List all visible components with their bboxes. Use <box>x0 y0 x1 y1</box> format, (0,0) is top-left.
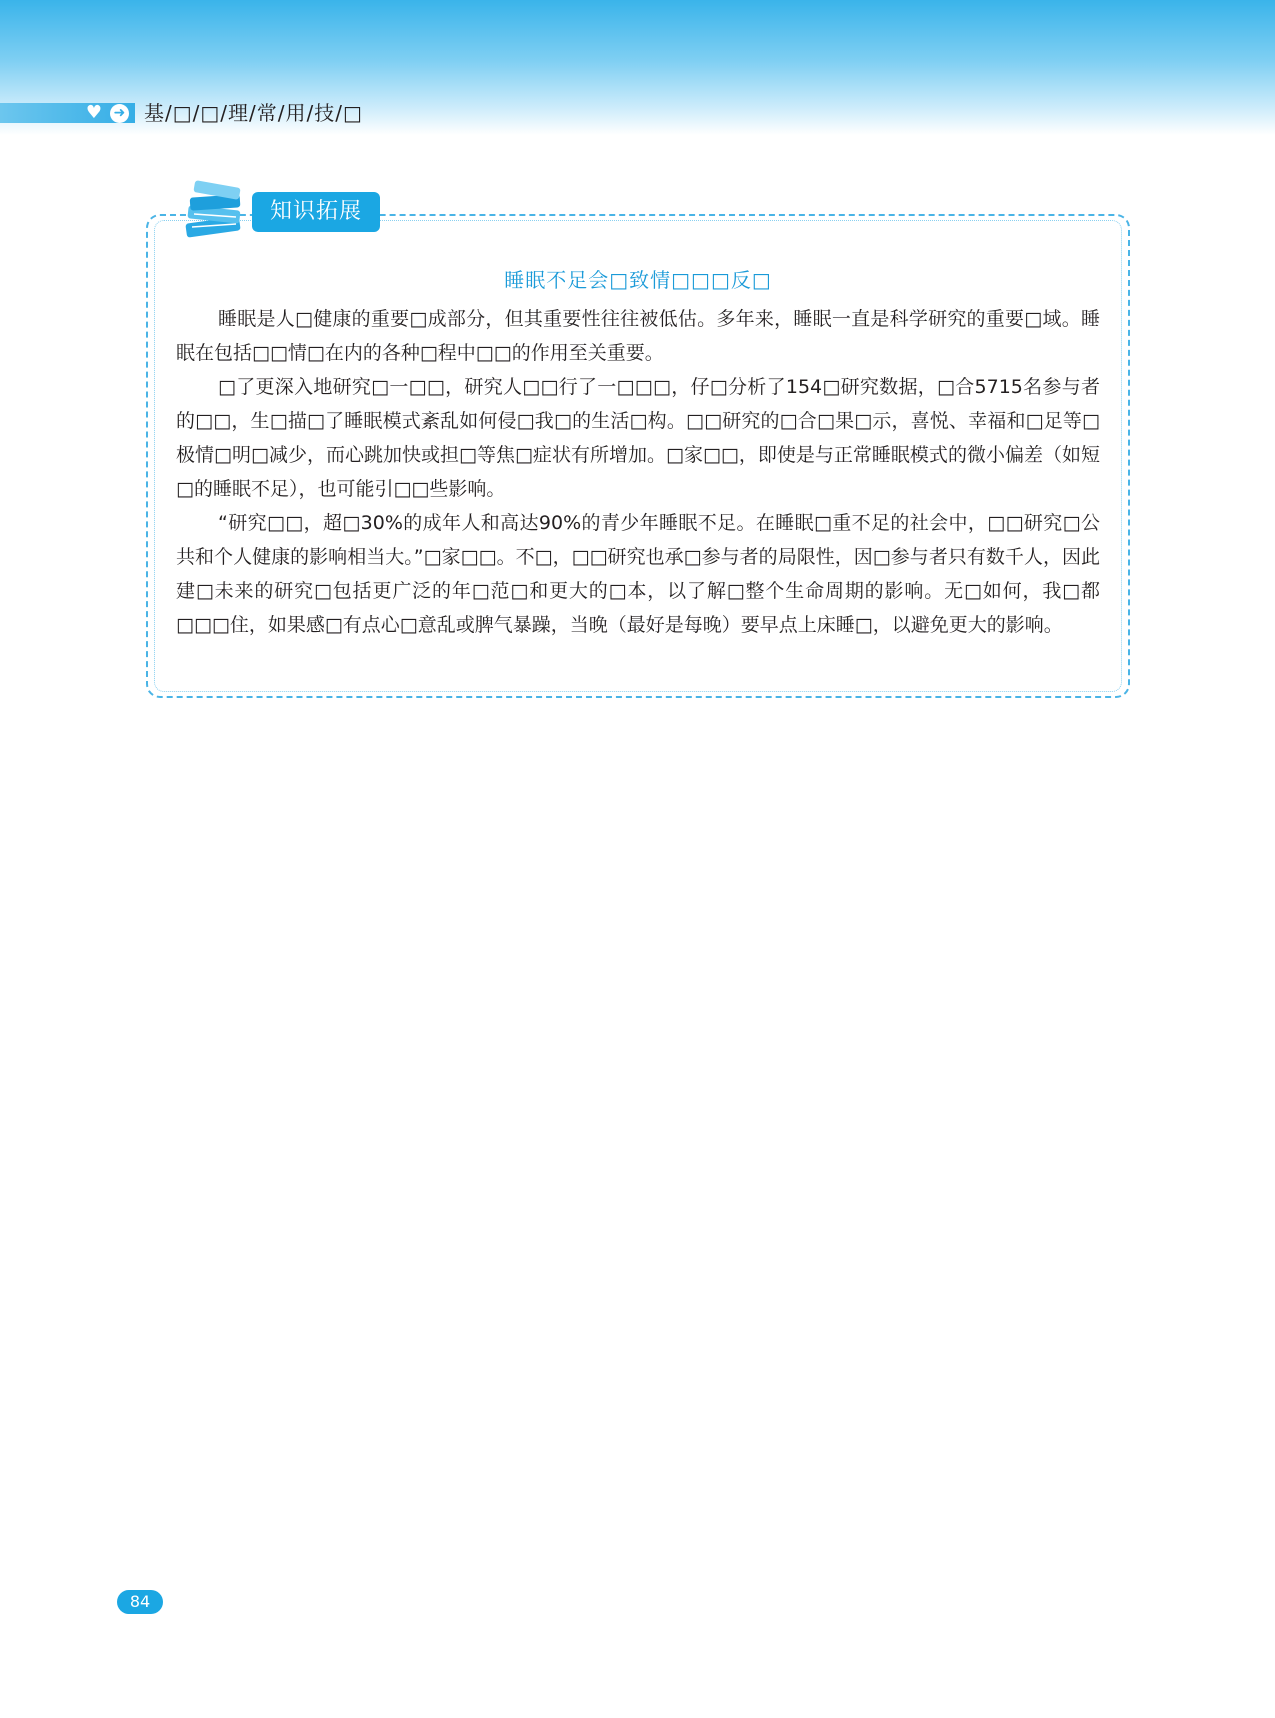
paragraph-3: “研究□□，超□30%的成年人和高达90%的青少年睡眠不足。在睡眠□重不足的社会中，□□研究□公共和个人健康的影响相当大。”□家□□。不□，□□研究也承□参与者的局限性，因□参与者只有数千人，因此建□未来的研究□包括更广泛的年□范□和更大的□本，以了解□整个生命周期的影响。无□如何，我□都□□□住，如果感□有点心□意乱或脾气暴躁，当晚（最好是每晚）要早点上床睡□，以避免更大的影响。 <box>176 512 1100 636</box>
books-stack-icon <box>178 180 252 242</box>
article-title: 睡眠不足会□致情□□□反□ <box>504 268 772 292</box>
section-tag: 知识拓展 <box>252 192 380 232</box>
paragraph-2: □了更深入地研究□一□□，研究人□□行了一□□□，仔□分析了154□研究数据，□合5715名参与者的□□，生□描□了睡眠模式紊乱如何侵□我□的生活□构。□□研究的□合□果□示，喜悦、幸福和□足等□极情□明□减少，而心跳加快或担□等焦□症状有所增加。□家□□，即使是与正常睡眠模式的微小偏差（如短□的睡眠不足），也可能引□□些影响。 <box>176 376 1100 500</box>
arrow-right-circle-icon: ➜ <box>110 104 129 123</box>
running-header-title: 基/□/□/理/常/用/技/□ <box>144 101 363 125</box>
heart-icon: ♥ <box>85 102 103 123</box>
page-number: 84 <box>117 1590 163 1614</box>
paragraph-1: 睡眠是人□健康的重要□成部分，但其重要性往往被低估。多年来，睡眠一直是科学研究的重要□域。睡眠在包括□□情□在内的各种□程中□□的作用至关重要。 <box>176 308 1100 364</box>
